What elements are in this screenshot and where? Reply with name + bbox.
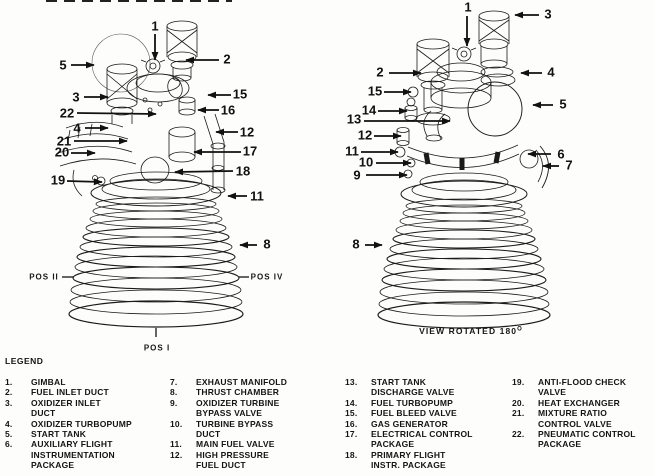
view-label: POS II (29, 272, 59, 282)
callout-number: 10 (358, 154, 374, 170)
view-caption: VIEW ROTATED $180^O$ (419, 326, 523, 336)
leader-arrow (175, 171, 233, 172)
callout-number: 3 (72, 89, 80, 105)
callout-number: 20 (54, 144, 70, 160)
legend-item-label: MIXTURE RATIO CONTROL VALVE (538, 408, 612, 429)
callout-number: 22 (59, 105, 75, 121)
legend-title: LEGEND (5, 356, 44, 366)
callout-number: 11 (250, 188, 264, 204)
legend-column (345, 377, 473, 471)
legend-column (5, 377, 132, 471)
legend-item (512, 398, 636, 408)
callout-number: 8 (352, 236, 360, 252)
legend-item-label: FUEL TURBOPUMP (371, 397, 453, 408)
legend-item-number: 7. (170, 377, 178, 387)
leader-arrow (77, 113, 156, 114)
legend-item (170, 377, 287, 387)
legend-item (170, 398, 287, 419)
legend-column (170, 377, 287, 471)
legend-item-label: ELECTRICAL CONTROL PACKAGE (371, 429, 473, 450)
legend-item (345, 408, 473, 418)
callout-number: 1 (464, 0, 472, 15)
legend-item-number: 8. (170, 387, 178, 398)
legend-item (512, 429, 636, 450)
legend-item (5, 398, 132, 419)
legend-item-number: 17. (345, 429, 358, 440)
callout-number: 1 (151, 18, 159, 34)
legend-item-label: THRUST CHAMBER (196, 387, 280, 398)
callout-number: 13 (346, 111, 362, 127)
callout-number: 6 (557, 146, 565, 162)
callout-number: 2 (223, 51, 231, 67)
callout-number: 5 (59, 57, 67, 73)
legend-item-number: 1. (5, 377, 13, 387)
callout-number: 8 (263, 236, 271, 252)
legend-item-number: 5. (5, 429, 13, 440)
legend-item-label: MAIN FUEL VALVE (196, 439, 275, 450)
callout-number: 4 (547, 64, 555, 80)
view-label: POS IV (250, 272, 284, 282)
legend-item-label: START TANK (31, 429, 87, 440)
callout-number: 4 (73, 120, 81, 136)
legend-item (170, 387, 287, 397)
legend-column (512, 377, 636, 450)
callout-number: 21 (56, 133, 72, 149)
legend-item (170, 439, 287, 449)
legend-item (345, 377, 473, 398)
legend-item-number: 10. (170, 418, 183, 429)
callout-number: 5 (559, 96, 567, 112)
legend-item (5, 419, 132, 429)
legend-item-number: 22. (512, 429, 525, 440)
callout-number: 12 (239, 124, 255, 140)
legend-item-label: PNEUMATIC CONTROL PACKAGE (538, 429, 636, 450)
legend-item-number: 2. (5, 387, 13, 398)
legend-item (5, 387, 132, 397)
legend-item-label: PRIMARY FLIGHT INSTR. PACKAGE (371, 449, 446, 471)
legend-item-label: TURBINE BYPASS DUCT (196, 418, 274, 440)
legend-item-number: 13. (345, 377, 358, 387)
leader-arrow (67, 181, 102, 182)
legend-item-label: ANTI-FLOOD CHECK VALVE (538, 377, 627, 398)
callout-number: 12 (357, 127, 373, 143)
callout-number: 14 (361, 102, 377, 118)
callout-number: 16 (220, 102, 236, 118)
legend-item (5, 439, 132, 470)
callout-number: 15 (232, 86, 248, 102)
legend-item-label: FUEL INLET DUCT (31, 387, 109, 398)
view-label: POS I (143, 343, 171, 353)
legend-item-label: GIMBAL (31, 377, 66, 387)
legend-item (5, 429, 132, 439)
legend-item (345, 398, 473, 408)
legend-item-number: 11. (170, 439, 182, 450)
legend-item (345, 429, 473, 450)
legend-item-label: EXHAUST MANIFOLD (196, 377, 288, 387)
legend-item-number: 18. (345, 449, 358, 460)
legend-item-label: OXIDIZER INLET DUCT (31, 397, 101, 419)
legend-item-label: OXIDIZER TURBINE BYPASS VALVE (196, 397, 280, 419)
callout-number: 15 (367, 83, 383, 99)
legend-item-number: 19. (512, 377, 525, 387)
legend-item-label: HIGH PRESSURE FUEL DUCT (196, 449, 269, 471)
callout-number: 7 (565, 157, 573, 173)
callout-layer (29, 0, 572, 353)
legend-item (170, 450, 287, 471)
callout-number: 11 (345, 143, 359, 159)
legend-item-label: OXIDIZER TURBOPUMP (31, 418, 132, 429)
legend-item-label: START TANK DISCHARGE VALVE (371, 377, 455, 398)
callout-number: 9 (353, 167, 361, 183)
legend-item-number: 20. (512, 397, 525, 408)
engine-front-view (58, 18, 243, 327)
engine-rotated-view (378, 11, 550, 328)
legend-item-number: 4. (5, 418, 13, 429)
legend-item-label: AUXILIARY FLIGHT INSTRUMENTATION PACKAGE (31, 439, 115, 471)
legend-item-number: 14. (345, 397, 358, 408)
legend-item (512, 377, 636, 398)
legend-item-number: 3. (5, 397, 13, 408)
legend-item-number: 12. (170, 449, 183, 460)
legend-item-number: 6. (5, 439, 13, 450)
callout-number: 2 (376, 64, 384, 80)
legend-item (345, 419, 473, 429)
legend-item-label: FUEL BLEED VALVE (371, 408, 457, 419)
legend-item (170, 419, 287, 440)
legend-item (512, 408, 636, 429)
legend-item-number: 9. (170, 397, 178, 408)
callout-number: 18 (235, 163, 251, 179)
legend-item (345, 450, 473, 471)
callout-number: 19 (50, 172, 66, 188)
legend-item-number: 16. (345, 418, 358, 429)
callout-number: 17 (242, 143, 258, 159)
callout-number: 3 (544, 6, 552, 22)
legend-item-number: 15. (345, 408, 358, 419)
legend-item-label: HEAT EXCHANGER (538, 397, 620, 408)
legend-item-number: 21. (512, 408, 525, 419)
legend-item (5, 377, 132, 387)
legend-item-label: GAS GENERATOR (371, 418, 448, 429)
